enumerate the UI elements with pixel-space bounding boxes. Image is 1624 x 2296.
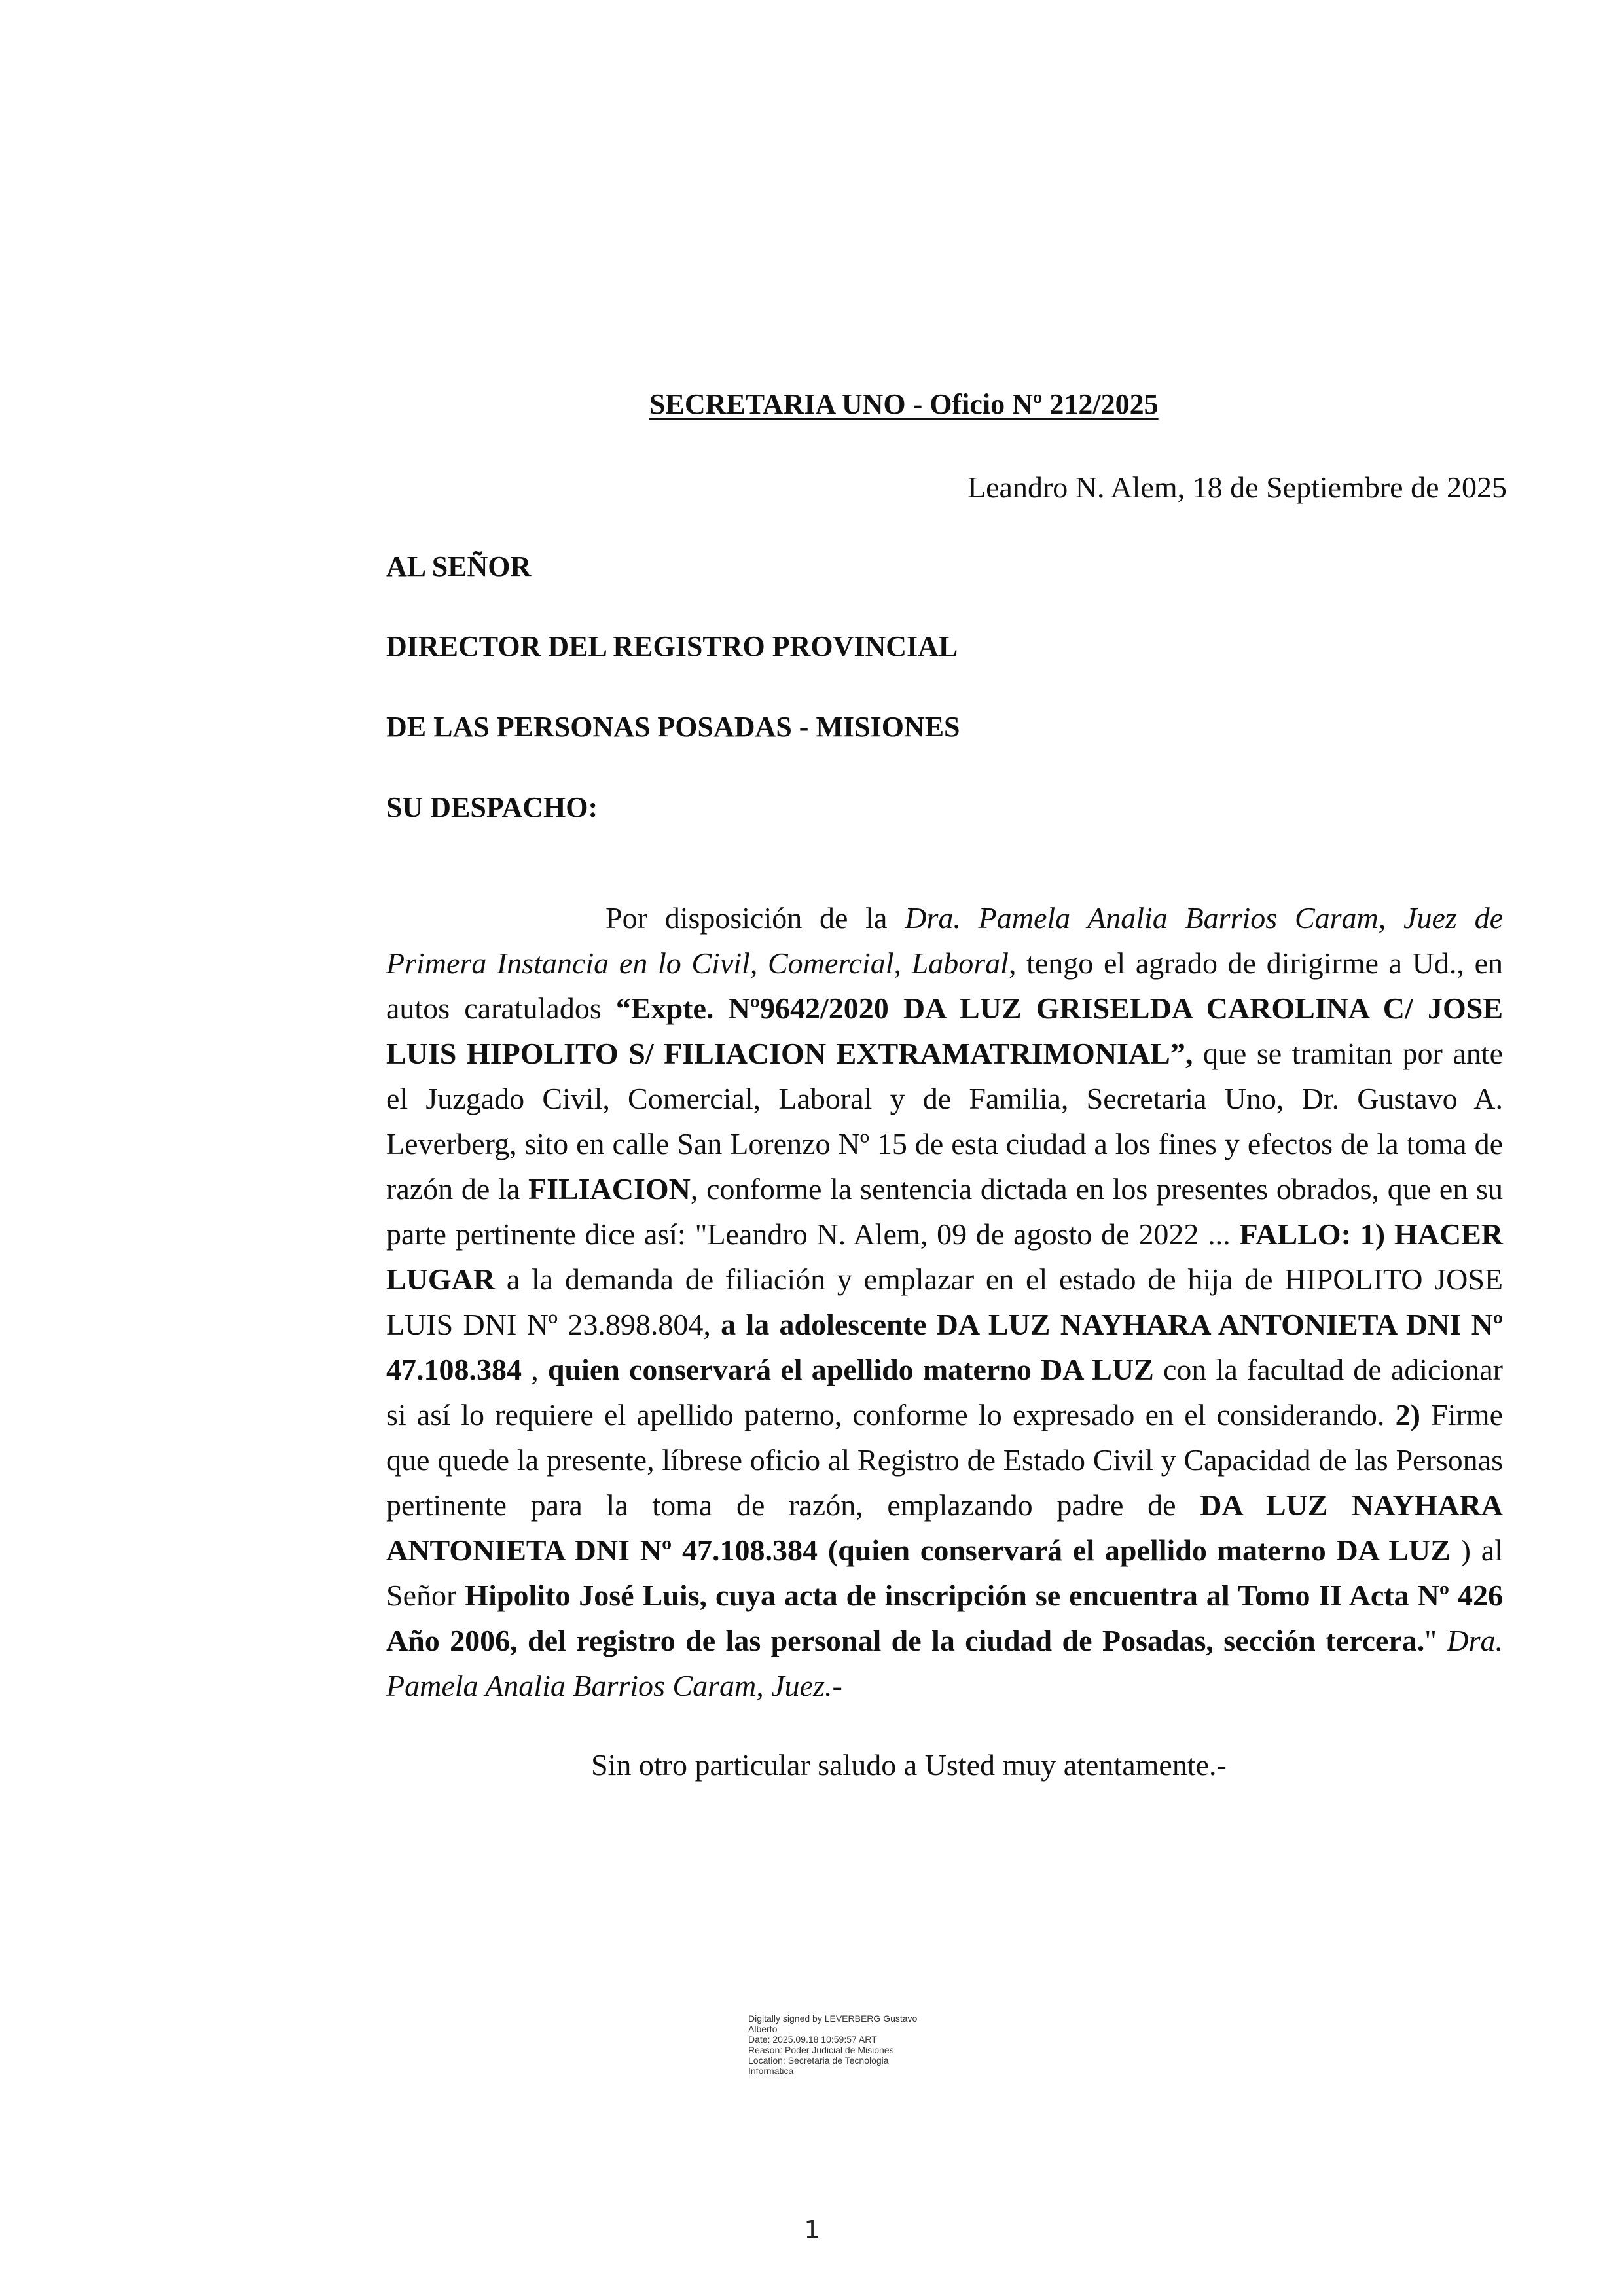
father-registration-details: Hipolito José Luis, cuya acta de inscripción se encuentra al Tomo II Acta Nº 426 Año 2006, del registro de las personal de la ciudad de Posadas, sección tercera.	[386, 1579, 1503, 1657]
surname-clause: quien conservará el apellido materno DA LUZ	[547, 1353, 1154, 1386]
signature-line: Informatica	[748, 2066, 794, 2076]
body-segment: Firme que quede la presente, líbrese oficio al Registro de Estado Civil y Capacidad de las Personas pertinente para la toma de razón, emplazando padre de	[386, 1398, 1503, 1522]
judge-signature-reference: Dra. Pamela Analia Barrios Caram, Juez.-	[386, 1624, 1503, 1702]
body-segment: "	[1424, 1624, 1447, 1657]
signature-line: Location: Secretaria de Tecnologia	[748, 2055, 889, 2066]
filiacion-keyword: FILIACION	[528, 1172, 691, 1206]
body-segment: Por disposición de la	[605, 901, 905, 935]
signature-line: Reason: Poder Judicial de Misiones	[748, 2045, 894, 2055]
adolescent-identity-repeat: DA LUZ NAYHARA ANTONIETA DNI Nº 47.108.384 (quien conservará el apellido materno DA LUZ	[386, 1488, 1503, 1567]
oficio-heading: SECRETARIA UNO - Oficio Nº 212/2025	[649, 388, 1159, 420]
signature-line: Date: 2025.09.18 10:59:57 ART	[748, 2034, 877, 2045]
case-title: “Expte. Nº9642/2020 DA LUZ GRISELDA CAROLINA C/ JOSE LUIS HIPOLITO S/ FILIACION EXTRAMATRIMONIAL”,	[386, 992, 1504, 1070]
addressee-line-4: SU DESPACHO:	[386, 791, 598, 823]
body-segment: ) al Señor	[386, 1534, 1503, 1612]
point-two-label: 2)	[1395, 1398, 1420, 1431]
body-segment: a la demanda de filiación y emplazar en el estado de hija de HIPOLITO JOSE LUIS DNI Nº 23.898.804,	[386, 1263, 1503, 1341]
body-segment: que se tramitan por ante el Juzgado Civil, Comercial, Laboral y de Familia, Secretaria Uno, Dr. Gustavo A. Leverberg, sito en calle San Lorenzo Nº 15 de esta ciudad a los fines y efectos de la toma de razón de la	[386, 1037, 1503, 1206]
closing-line: Sin otro particular saludo a Usted muy atentamente.-	[591, 1748, 1227, 1782]
addressee-line-1: AL SEÑOR	[386, 550, 532, 583]
body-segment: con la facultad de adicionar si así lo requiere el apellido paterno, conforme lo expresado en el considerando.	[386, 1353, 1503, 1431]
fallo-heading: FALLO: 1) HACER LUGAR	[386, 1217, 1503, 1296]
body-paragraph	[386, 895, 1503, 1708]
digital-signature-block	[748, 2013, 971, 2076]
page-number: 1	[804, 2215, 820, 2244]
date-line: Leandro N. Alem, 18 de Septiembre de 2025	[967, 471, 1507, 504]
signature-line: Alberto	[748, 2024, 778, 2034]
body-segment: , conforme la sentencia dictada en los presentes obrados, que en su parte pertinente dice así: "Leandro N. Alem, 09 de agosto de 2022 ...	[386, 1172, 1503, 1251]
addressee-line-2: DIRECTOR DEL REGISTRO PROVINCIAL	[386, 630, 958, 662]
judge-reference: Dra. Pamela Analia Barrios Caram, Juez de Primera Instancia en lo Civil, Comercial, Laboral	[386, 901, 1503, 980]
signature-line: Digitally signed by LEVERBERG Gustavo	[748, 2013, 918, 2024]
body-segment: ,	[522, 1353, 548, 1386]
addressee-line-3: DE LAS PERSONAS POSADAS - MISIONES	[386, 711, 960, 743]
body-segment: , tengo el agrado de dirigirme a Ud., en autos caratulados	[386, 946, 1503, 1025]
adolescent-identity: a la adolescente DA LUZ NAYHARA ANTONIETA DNI Nº 47.108.384	[386, 1308, 1503, 1386]
